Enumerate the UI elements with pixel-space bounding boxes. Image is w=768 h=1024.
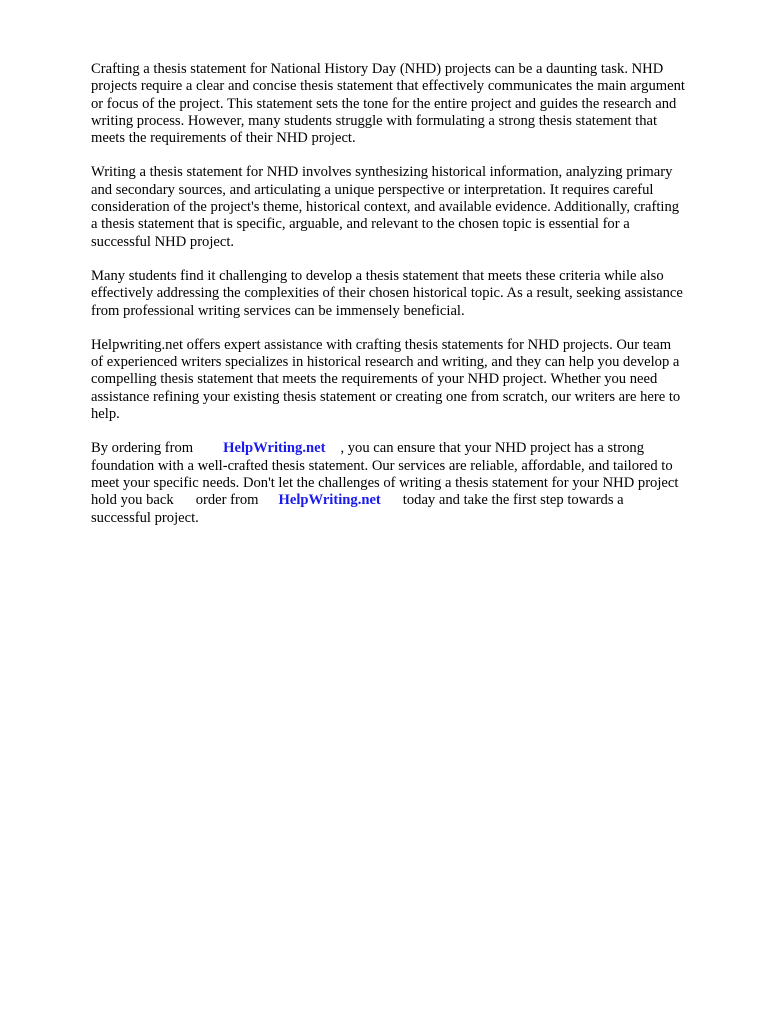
closing-text-2: , you can ensure that your NHD project has a strong foundation with a well-crafted thesis statement. Our services are reliable, affordable, and tailored to meet your specific needs. Don't let the challenges of writing a thesis statement for your NHD project hold you back [91,440,679,509]
closing-text-1: By ordering from [91,440,194,457]
paragraph-helpwriting: Helpwriting.net offers expert assistance with crafting thesis statements for NHD projects. Our team of experienced writers specializes in historical research and writing, and they can help you develop a compelling thesis statement that meets the requirements of your NHD project. Whether you need assistance refining your existing thesis statement or creating one from scratch, our writers are here to help. [91,336,681,423]
paragraph-intro: Crafting a thesis statement for National History Day (NHD) projects can be a daunting task. NHD projects require a clear and concise thesis statement that effectively communicates the main argument or focus of the project. This statement sets the tone for the entire project and guides the research and writing process. However, many students struggle with formulating a strong thesis statement that meets the requirements of their NHD project. [91,61,685,147]
paragraph-writing: Writing a thesis statement for NHD involves synthesizing historical information, analyzing primary and secondary sources, and articulating a unique perspective or interpretation. It requires careful consideration of the project's theme, historical context, and available evidence. Additionally, crafting a thesis statement that is specific, arguable, and relevant to the chosen topic is essential for a successful NHD project. [91,164,680,250]
closing-text-4: today and take the first step towards a successful project. [91,492,624,526]
helpwriting-link-1[interactable]: HelpWriting.net [223,440,326,457]
helpwriting-link-2[interactable]: HelpWriting.net [278,492,381,509]
paragraph-closing [91,440,728,526]
closing-text-3: order from [195,492,259,509]
paragraph-challenges: Many students find it challenging to develop a thesis statement that meets these criteria while also effectively addressing the complexities of their chosen historical topic. As a result, seeking assistance from professional writing services can be immensely beneficial. [91,267,683,319]
